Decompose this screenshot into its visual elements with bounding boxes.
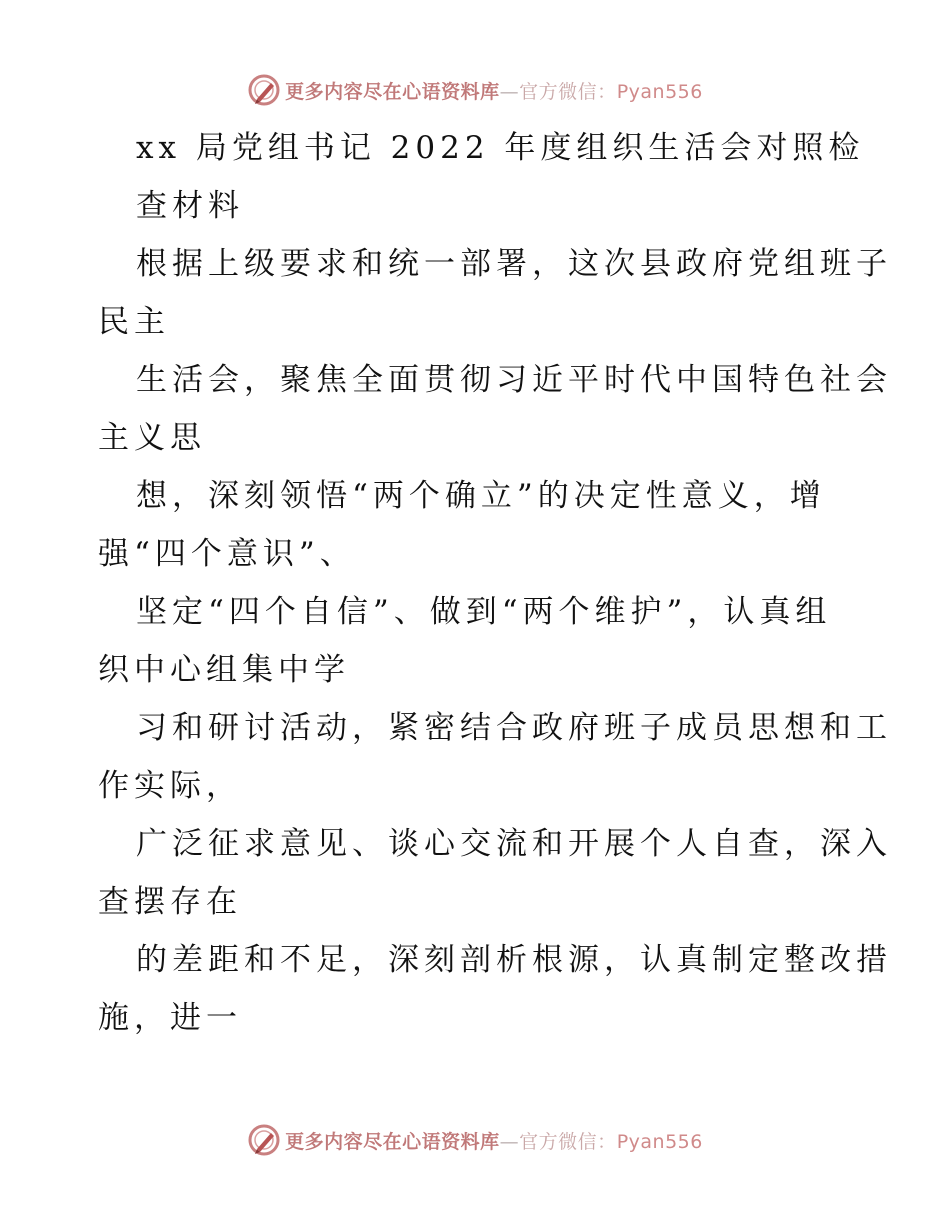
watermark-main: 更多内容尽在心语资料库	[285, 1130, 500, 1153]
paragraph-line: 广泛征求意见、谈心交流和开展个人自查，深入	[136, 826, 892, 862]
watermark-label: 官方微信：	[519, 1130, 617, 1153]
paragraph-line: 施，进一	[98, 1000, 242, 1036]
paragraph-line: 织中心组集中学	[98, 652, 350, 688]
watermark-main: 更多内容尽在心语资料库	[285, 80, 500, 103]
pen-logo-icon	[247, 1123, 281, 1157]
watermark-text	[285, 1127, 703, 1154]
paragraph-line: 想，深刻领悟“两个确立”的决定性意义，增	[136, 478, 826, 514]
paragraph-line: 生活会，聚焦全面贯彻习近平时代中国特色社会	[136, 362, 892, 398]
paragraph-line: 民主	[98, 304, 170, 340]
paragraph-line: 习和研讨活动，紧密结合政府班子成员思想和工	[136, 710, 892, 746]
paragraph-line: 根据上级要求和统一部署，这次县政府党组班子	[136, 246, 892, 282]
watermark-separator: —	[499, 1130, 520, 1153]
paragraph-line: 查摆存在	[98, 884, 242, 920]
watermark-separator: —	[499, 80, 520, 103]
document-title-line-1: xx 局党组书记 2022 年度组织生活会对照检	[136, 130, 865, 166]
paragraph-line: 强“四个意识”、	[98, 536, 356, 572]
paragraph-line: 坚定“四个自信”、做到“两个维护”，认真组	[136, 594, 832, 630]
paragraph-line: 主义思	[98, 420, 206, 456]
document-title-line-2: 查材料	[136, 188, 244, 224]
watermark-id: Pyan556	[616, 1130, 703, 1153]
watermark-label: 官方微信：	[519, 80, 617, 103]
paragraph-line: 的差距和不足，深刻剖析根源，认真制定整改措	[136, 942, 892, 978]
paragraph-line: 作实际，	[98, 768, 242, 804]
watermark-footer	[0, 1120, 950, 1160]
watermark-id: Pyan556	[616, 80, 703, 103]
